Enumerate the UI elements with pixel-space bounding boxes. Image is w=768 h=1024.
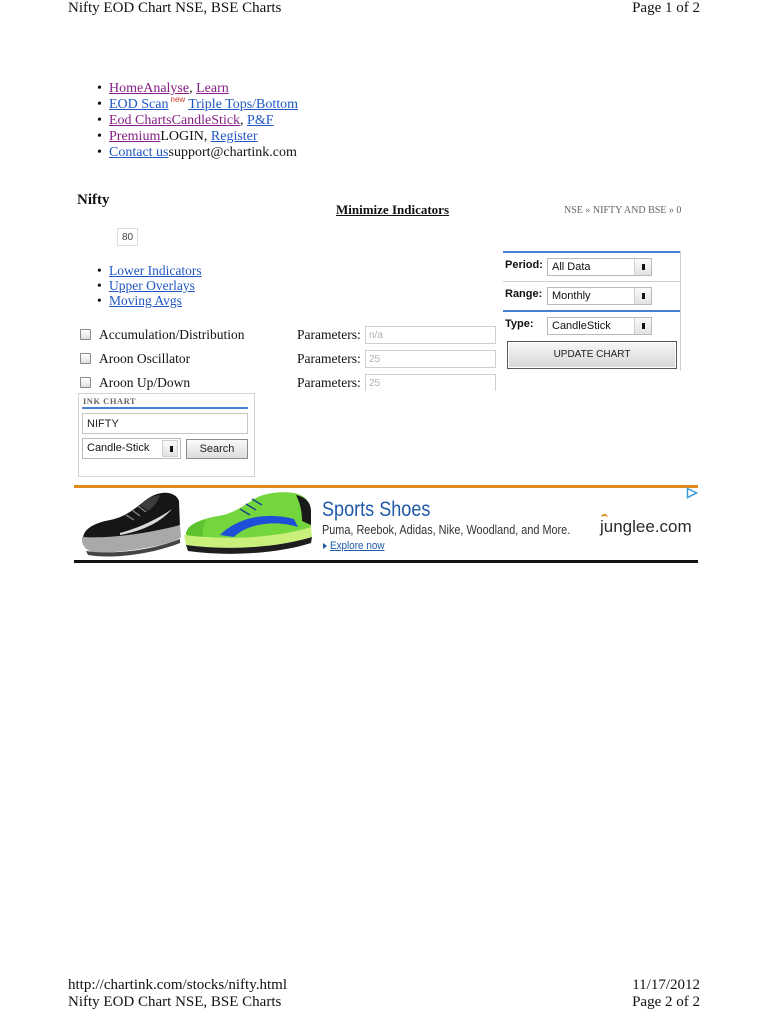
quick-search-title: INK CHART xyxy=(83,396,137,406)
type-label: Type: xyxy=(505,318,534,330)
arrow-right-icon xyxy=(323,543,327,549)
nav-triple-tops-link[interactable]: Triple Tops/Bottom xyxy=(188,97,299,112)
dropdown-arrow-icon xyxy=(162,440,178,457)
parameters-label: Parameters: xyxy=(297,375,361,390)
ad-top-border xyxy=(74,485,698,488)
range-label: Range: xyxy=(505,288,543,300)
nav-premium-link[interactable]: Premium xyxy=(109,129,161,144)
indicator-checkbox[interactable] xyxy=(80,329,91,340)
indicator-menu-item xyxy=(109,278,202,293)
ad-description: Puma, Reebok, Adidas, Nike, Woodland, and More. xyxy=(322,523,571,537)
explore-now-link[interactable]: Explore now xyxy=(330,540,385,552)
indicator-name: Aroon Up/Down xyxy=(99,375,191,390)
indicator-checkbox[interactable] xyxy=(80,353,91,364)
nav-item-home xyxy=(109,81,298,97)
period-label: Period: xyxy=(505,259,543,271)
indicator-list xyxy=(75,320,505,391)
ad-headline[interactable]: Sports Shoes xyxy=(322,498,431,521)
symbol-search-input[interactable] xyxy=(82,413,248,434)
dropdown-arrow-icon xyxy=(634,288,651,304)
range-select-value: Monthly xyxy=(552,290,591,302)
nav-item-scan xyxy=(109,97,298,113)
chart-type-select[interactable] xyxy=(82,438,181,459)
dropdown-arrow-icon xyxy=(634,318,651,334)
dropdown-arrow-icon xyxy=(634,259,651,275)
junglee-logo[interactable]: junglee.com xyxy=(600,517,692,536)
print-header-page-number: Page 1 of 2 xyxy=(632,0,700,16)
divider xyxy=(82,407,248,409)
print-footer-page-number: Page 2 of 2 xyxy=(632,994,700,1010)
chart-size-input[interactable] xyxy=(117,228,138,246)
page-title: Nifty xyxy=(77,192,110,208)
support-email: support@chartink.com xyxy=(168,145,297,160)
nav-eod-scan-link[interactable]: EOD Scan xyxy=(109,97,169,112)
print-header-title: Nifty EOD Chart NSE, BSE Charts xyxy=(68,0,282,16)
nav-pnf-link[interactable]: P&F xyxy=(247,113,274,128)
black-shoe-icon xyxy=(82,493,181,557)
period-select-value: All Data xyxy=(552,261,591,273)
adchoices-icon[interactable] xyxy=(686,487,698,499)
indicator-row xyxy=(75,320,505,344)
nav-item-contact xyxy=(109,145,298,161)
type-select[interactable] xyxy=(547,317,652,335)
shoes-product-image[interactable] xyxy=(80,489,312,559)
nav-home-link[interactable]: Home xyxy=(109,81,144,96)
quick-chart-search xyxy=(78,393,255,477)
range-row xyxy=(503,281,680,310)
nav-eod-charts-link[interactable]: Eod Charts xyxy=(109,113,172,128)
period-row xyxy=(503,251,680,280)
ad-bottom-border xyxy=(74,560,698,563)
nav-contact-link[interactable]: Contact us xyxy=(109,145,169,160)
nav-separator: , xyxy=(203,129,211,144)
print-footer-date: 11/17/2012 xyxy=(632,977,700,993)
nav-register-link[interactable]: Register xyxy=(210,129,258,144)
nav-item-charts xyxy=(109,113,298,129)
indicator-row xyxy=(75,344,505,368)
chart-settings-panel xyxy=(503,251,681,371)
print-footer-title: Nifty EOD Chart NSE, BSE Charts xyxy=(68,994,282,1010)
lower-indicators-link[interactable]: Lower Indicators xyxy=(109,263,202,278)
nav-separator: , xyxy=(189,81,197,96)
nav-separator: , xyxy=(240,113,248,128)
range-select[interactable] xyxy=(547,287,652,305)
indicator-name: Aroon Oscillator xyxy=(99,351,191,366)
indicator-menu xyxy=(109,263,202,308)
parameters-input[interactable] xyxy=(365,374,496,391)
type-row xyxy=(503,310,680,339)
indicator-name: Accumulation/Distribution xyxy=(99,327,245,342)
ad-banner[interactable] xyxy=(74,484,698,563)
parameters-label: Parameters: xyxy=(297,351,361,366)
breadcrumb: NSE » NIFTY AND BSE » 0 xyxy=(564,205,682,216)
minimize-indicators-link[interactable]: Minimize Indicators xyxy=(336,202,450,217)
type-select-value: CandleStick xyxy=(552,320,611,332)
nav-learn-link[interactable]: Learn xyxy=(196,81,229,96)
parameters-input[interactable] xyxy=(365,326,496,344)
nav-login-text: LOGIN xyxy=(160,129,204,144)
indicator-menu-item xyxy=(109,293,202,308)
green-shoe-icon xyxy=(184,492,312,554)
nav-analyse-link[interactable]: Analyse xyxy=(143,81,190,96)
main-nav xyxy=(109,81,298,161)
moving-avgs-link[interactable]: Moving Avgs xyxy=(109,293,182,308)
update-chart-button[interactable]: UPDATE CHART xyxy=(507,341,677,369)
period-select[interactable] xyxy=(547,258,652,276)
search-button[interactable]: Search xyxy=(186,439,248,459)
print-footer-url: http://chartink.com/stocks/nifty.html xyxy=(68,977,288,993)
parameters-label: Parameters: xyxy=(297,327,361,342)
new-badge: new xyxy=(170,95,186,104)
parameters-input[interactable] xyxy=(365,350,496,368)
upper-overlays-link[interactable]: Upper Overlays xyxy=(109,278,195,293)
nav-item-premium xyxy=(109,129,298,145)
indicator-row xyxy=(75,368,505,391)
chart-type-select-value: Candle-Stick xyxy=(87,442,150,454)
indicator-checkbox[interactable] xyxy=(80,377,91,388)
indicator-menu-item xyxy=(109,263,202,278)
nav-candlestick-link[interactable]: CandleStick xyxy=(171,113,241,128)
